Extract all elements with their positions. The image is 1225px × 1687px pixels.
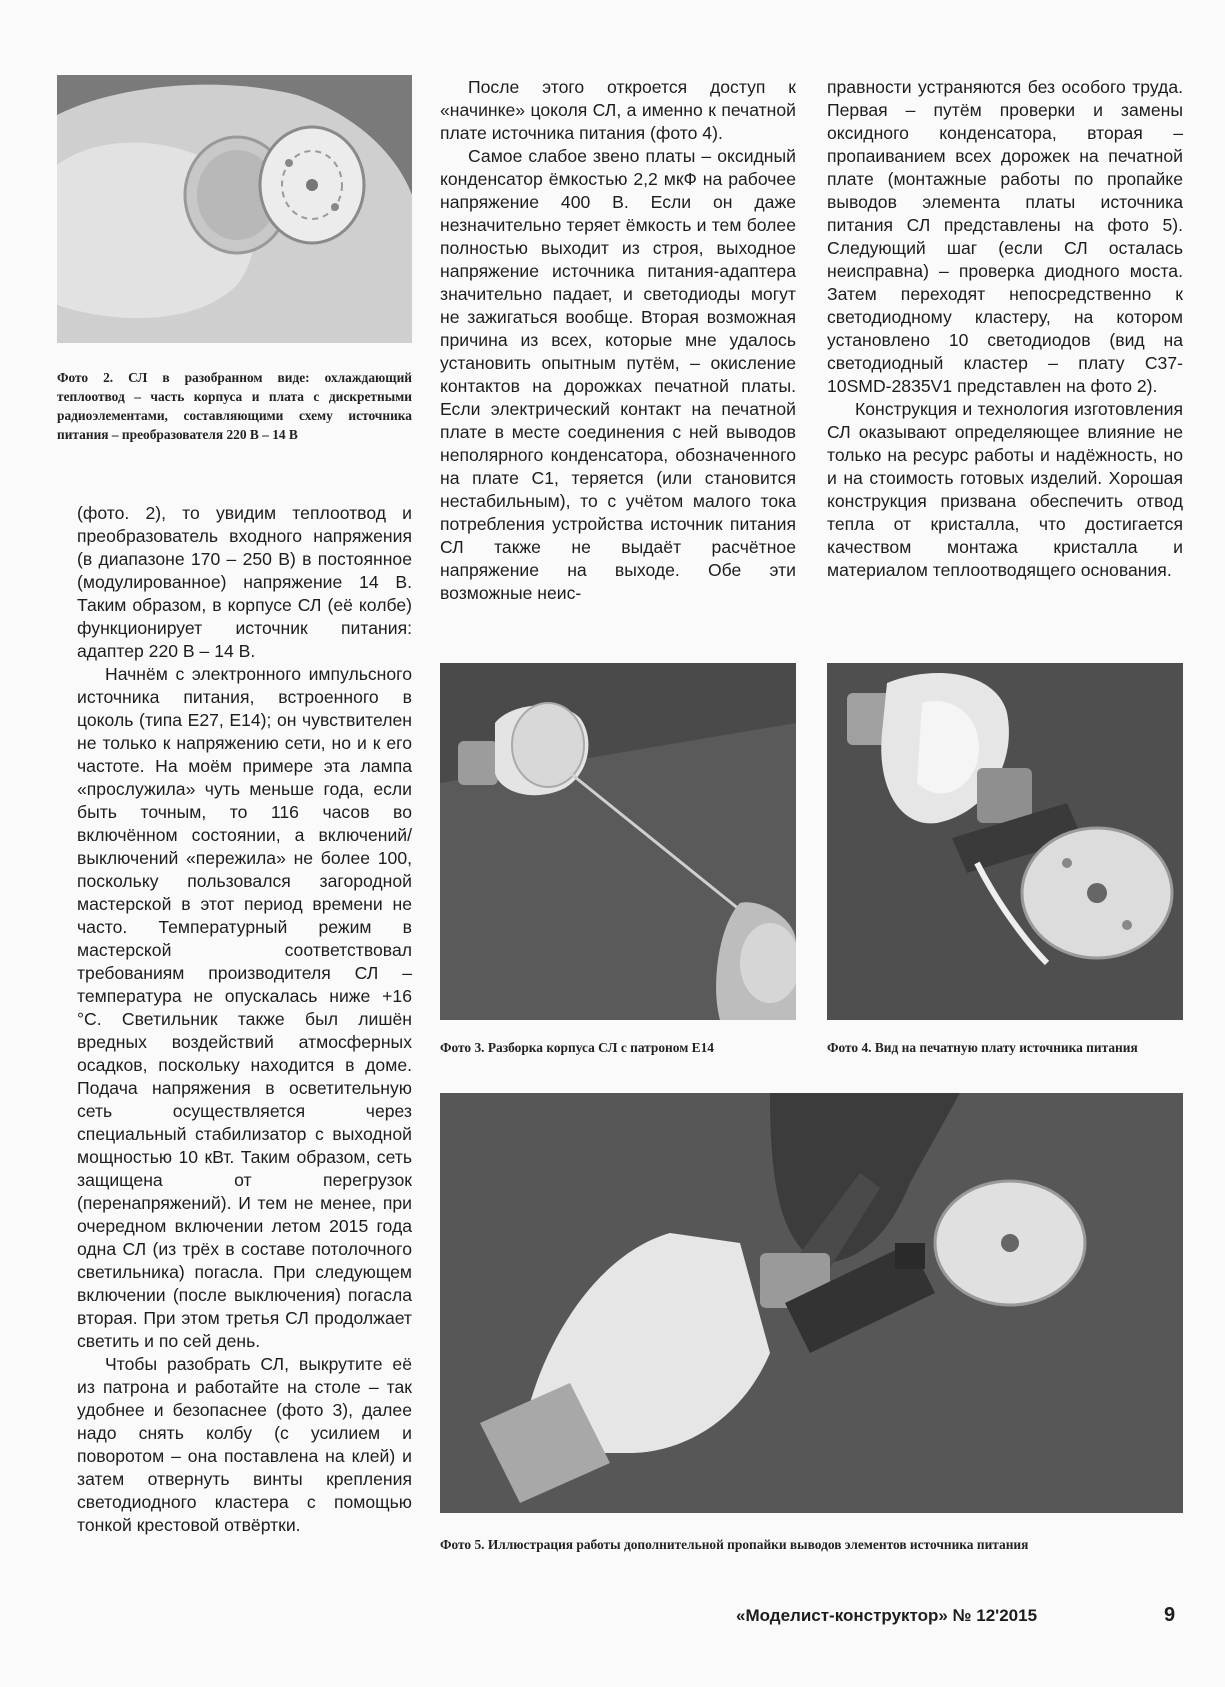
paragraph: (фото. 2), то увидим теплоотвод и преобразователь входного напряжения (в диапазоне 170 – 250 В) в постоянное (модулированное) напряжение 14 В. Таким образом, в корпусе СЛ (её колбе) функционирует источник питания: адаптер 220 В – 14 В. (77, 503, 412, 661)
column-3 (827, 76, 1183, 582)
photo-2 (57, 75, 412, 343)
caption-photo-3: Фото 3. Разборка корпуса СЛ с патроном Е14 (440, 1040, 715, 1055)
paragraph: Самое слабое звено платы – оксидный конденсатор ёмкостью 2,2 мкФ на рабочее напряжение 400 В. Если он даже незначительно теряет ёмкость и тем более полностью выходит из строя, выходное напряжение источника питания-адаптера значительно падает, и светодиоды могут не зажигаться вообще. Вторая возможная причина из всех, которые мне удалось установить опытным путём, – окисление контактов на дорожках печатной платы. Если электрический контакт на печатной плате в месте соединения с ней выводов неполярного конденсатора, обозначенного на плате С1, теряется (или становится нестабильным), то с учётом малого тока потребления устройства источник питания СЛ также не выдаёт расчётное напряжение на выходе. Обе эти возможные неис- (440, 146, 796, 603)
caption-photo-2: Фото 2. СЛ в разобранном виде: охлаждающий теплоотвод – часть корпуса и плата с дискретными радиоэлементами, составляющими схему источника питания – преобразователя 220 В – 14 В (57, 370, 412, 442)
paragraph: правности устраняются без особого труда. Первая – путём проверки и замены оксидного конденсатора, вторая – пропаиванием всех дорожек на печатной плате (монтажные работы по пропайке выводов элемента платы источника питания СЛ представлены на фото 5). Следующий шаг (если СЛ осталась неисправна) – проверка диодного моста. Затем переходят непосредственно к светодиодному кластеру, на котором установлено 10 светодиодов (вид на светодиодный кластер – плату С37-10SMD-2835V1 представлен на фото 2). (827, 77, 1183, 396)
photo-5 (440, 1093, 1183, 1513)
page-number: 9 (1164, 1604, 1176, 1626)
paragraph: Чтобы разобрать СЛ, выкрутите её из патрона и работайте на столе – так удобнее и безопаснее (фото 3), далее надо снять колбу (с усилием и поворотом – она поставлена на клей) и затем отвернуть винты крепления светодиодного кластера с помощью тонкой крестовой отвёртки. (77, 1354, 412, 1535)
paragraph: Начнём с электронного импульсного источника питания, встроенного в цоколь (типа Е27, Е14); он чувствителен не только к напряжению сети, но и к его частоте. На моём примере эта лампа «прослужила» чуть меньше года, если быть точным, то 116 часов во включённом состоянии, а включений/выключений «пережила» не более 100, поскольку пользовался загородной мастерской в этот период времени не часто. Температурный режим в мастерской соответствовал требованиям производителя СЛ – температура не опускалась ниже +16 °С. Светильник также был лишён вредных воздействий атмосферных осадков, поскольку находится в доме. Подача напряжения в осветительную сеть осуществляется через специальный стабилизатор с выходной мощностью 10 кВт. Таким образом, сеть защищена от перегрузок (перенапряжений). И тем не менее, при очередном включении летом 2015 года одна СЛ (из трёх в составе потолочного светильника) погасла. При следующем включении (после выключения) погасла вторая. При этом третья СЛ продолжает светить и по сей день. (77, 664, 412, 1351)
paragraph: После этого откроется доступ к «начинке» цоколя СЛ, а именно к печатной плате источника питания (фото 4). (440, 77, 796, 143)
caption-photo-5: Фото 5. Иллюстрация работы дополнительной пропайки выводов элементов источника питания (440, 1537, 1029, 1552)
photo-3 (440, 663, 796, 1020)
column-2 (440, 76, 796, 605)
column-1 (77, 502, 412, 1537)
magazine-title: «Моделист-конструктор» № 12'2015 (736, 1606, 1038, 1625)
caption-photo-4: Фото 4. Вид на печатную плату источника питания (827, 1040, 1138, 1055)
photo-4 (827, 663, 1183, 1020)
paragraph: Конструкция и технология изготовления СЛ оказывают определяющее влияние не только на ресурс работы и надёжность, но и на стоимость готовых изделий. Хорошая конструкция призвана обеспечить отвод тепла от кристалла, что достигается качеством монтажа кристалла и материалом теплоотводящего основания. (827, 399, 1183, 580)
